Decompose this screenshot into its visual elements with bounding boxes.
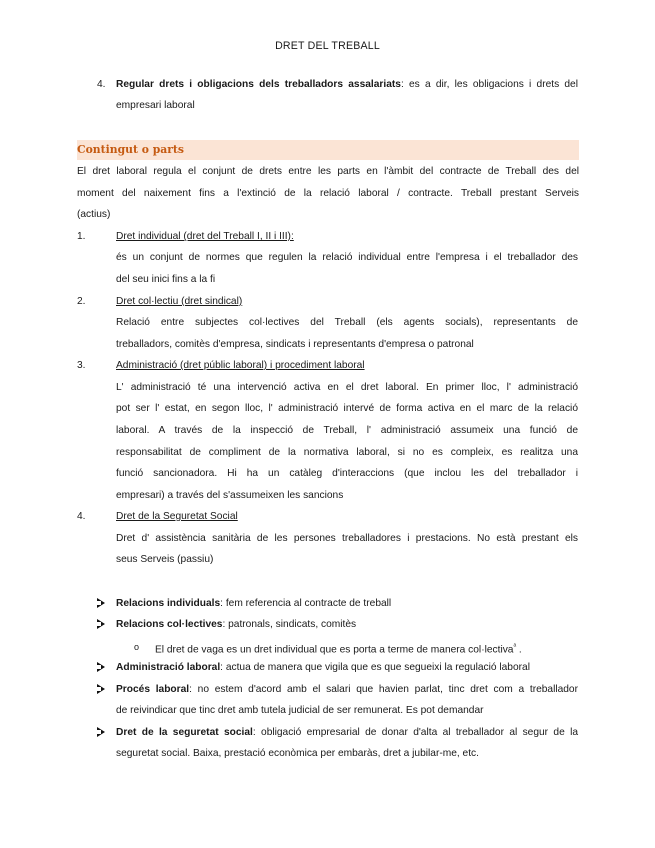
- paragraph-line-3: (actius): [77, 209, 111, 220]
- intro-line-1: [116, 78, 578, 92]
- section-heading: Contingut o parts: [77, 143, 184, 156]
- item-1-line-1: és un conjunt de normes que regulen la relació individual entre l'empresa i el treballador des: [116, 252, 578, 263]
- bullet-4: [116, 683, 578, 697]
- item-3-line-5: funció sancionadora. Hi ha un catàleg d'interaccions (que inclou les del treballador i: [116, 468, 578, 479]
- bullet-3-bold: Administració laboral: [116, 662, 221, 673]
- paragraph-line-2: moment del naixement fins a l'extinció de la relació laboral / contracte. Treball prestant Serveis: [77, 188, 579, 199]
- sub-bullet-end: .: [516, 644, 522, 656]
- bullet-5-bold: Dret de la seguretat social: [116, 727, 253, 738]
- item-3-line-1: L' administració té una intervenció activa en el dret laboral. En primer lloc, l' administració: [116, 382, 578, 393]
- bullet-arrow-icon: [97, 662, 105, 672]
- item-3-line-4: responsabilitat de compliment de la normativa laboral, si no es compleix, es realitza una: [116, 447, 578, 458]
- item-1-line-2: del seu inici fins a la fi: [116, 274, 216, 285]
- bullet-5-cont: seguretat social. Baixa, prestació econòmica per embaràs, dret a jubilar-me, etc.: [116, 748, 479, 759]
- intro-text-1: : es a dir, les obligacions i drets del: [400, 79, 578, 90]
- item-2-line-2: treballadors, comitès d'empresa, sindicats i representants d'empresa o patronal: [116, 339, 474, 350]
- intro-bold: Regular drets i obligacions dels treballadors assalariats: [116, 79, 401, 90]
- sub-bullet: [155, 640, 522, 657]
- item-2-number: 2.: [77, 296, 86, 307]
- document-title: DRET DEL TREBALL: [275, 40, 380, 52]
- bullet-1-bold: Relacions individuals: [116, 598, 221, 609]
- bullet-arrow-icon: [97, 598, 105, 608]
- intro-line-2: empresari laboral: [116, 100, 195, 111]
- item-3-heading: Administració (dret públic laboral) i procediment laboral: [116, 360, 365, 371]
- bullet-2-bold: Relacions col·lectives: [116, 619, 223, 630]
- item-4-line-2: seus Serveis (passiu): [116, 554, 214, 565]
- footnote-marker: ᵃ: [513, 643, 517, 650]
- bullet-4-bold: Procés laboral: [116, 684, 190, 695]
- bullet-5: [116, 726, 578, 740]
- section-heading-band: [77, 140, 579, 160]
- bullet-5-text: : obligació empresarial de donar d'alta al treballador al segur de la: [252, 727, 579, 738]
- item-4-line-1: Dret d' assistència sanitària de les persones treballadores i prestacions. No està prestant els: [116, 533, 578, 544]
- bullet-2: [116, 618, 356, 632]
- item-3-line-3: laboral. A través de la inspecció de Treball, l' administració assumeix una funció de: [116, 425, 578, 436]
- bullet-4-cont: de reivindicar que tinc dret amb tutela judicial de ser remunerat. Es pot demandar: [116, 705, 484, 716]
- item-4-number: 4.: [77, 511, 86, 522]
- bullet-3-text: : actua de manera que vigila que es que segueixi la regulació laboral: [220, 662, 530, 673]
- bullet-arrow-icon: [97, 619, 105, 629]
- sub-bullet-text: El dret de vaga es un dret individual que es porta a terme de manera col·lectiva: [155, 644, 514, 656]
- item-2-line-1: Relació entre subjectes col·lectives del Treball (els agents socials), representants de: [116, 317, 578, 328]
- item-3-line-6: empresari) a través del s'assumeixen les sancions: [116, 490, 344, 501]
- intro-number: 4.: [97, 79, 106, 90]
- bullet-1: [116, 597, 391, 611]
- sub-bullet-marker: o: [134, 642, 140, 652]
- item-3-number: 3.: [77, 360, 86, 371]
- bullet-arrow-icon: [97, 727, 105, 737]
- bullet-1-text: : fem referencia al contracte de treball: [220, 598, 392, 609]
- item-2-heading: Dret col·lectiu (dret sindical): [116, 296, 243, 307]
- item-1-heading: Dret individual (dret del Treball I, II i III):: [116, 231, 294, 242]
- bullet-arrow-icon: [97, 684, 105, 694]
- bullet-3: [116, 661, 530, 675]
- bullet-4-text: : no estem d'acord amb el salari que havien parlat, tinc dret com a treballador: [189, 684, 578, 695]
- item-4-heading: Dret de la Seguretat Social: [116, 511, 238, 522]
- paragraph-line-1: El dret laboral regula el conjunt de drets entre les parts en l'àmbit del contracte de Treball des del: [77, 166, 579, 177]
- bullet-2-text: : patronals, sindicats, comitès: [222, 619, 357, 630]
- item-3-line-2: pot ser l' estat, en segon lloc, l' administració intervé de forma activa en el marc de la relació: [116, 403, 578, 414]
- item-1-number: 1.: [77, 231, 86, 242]
